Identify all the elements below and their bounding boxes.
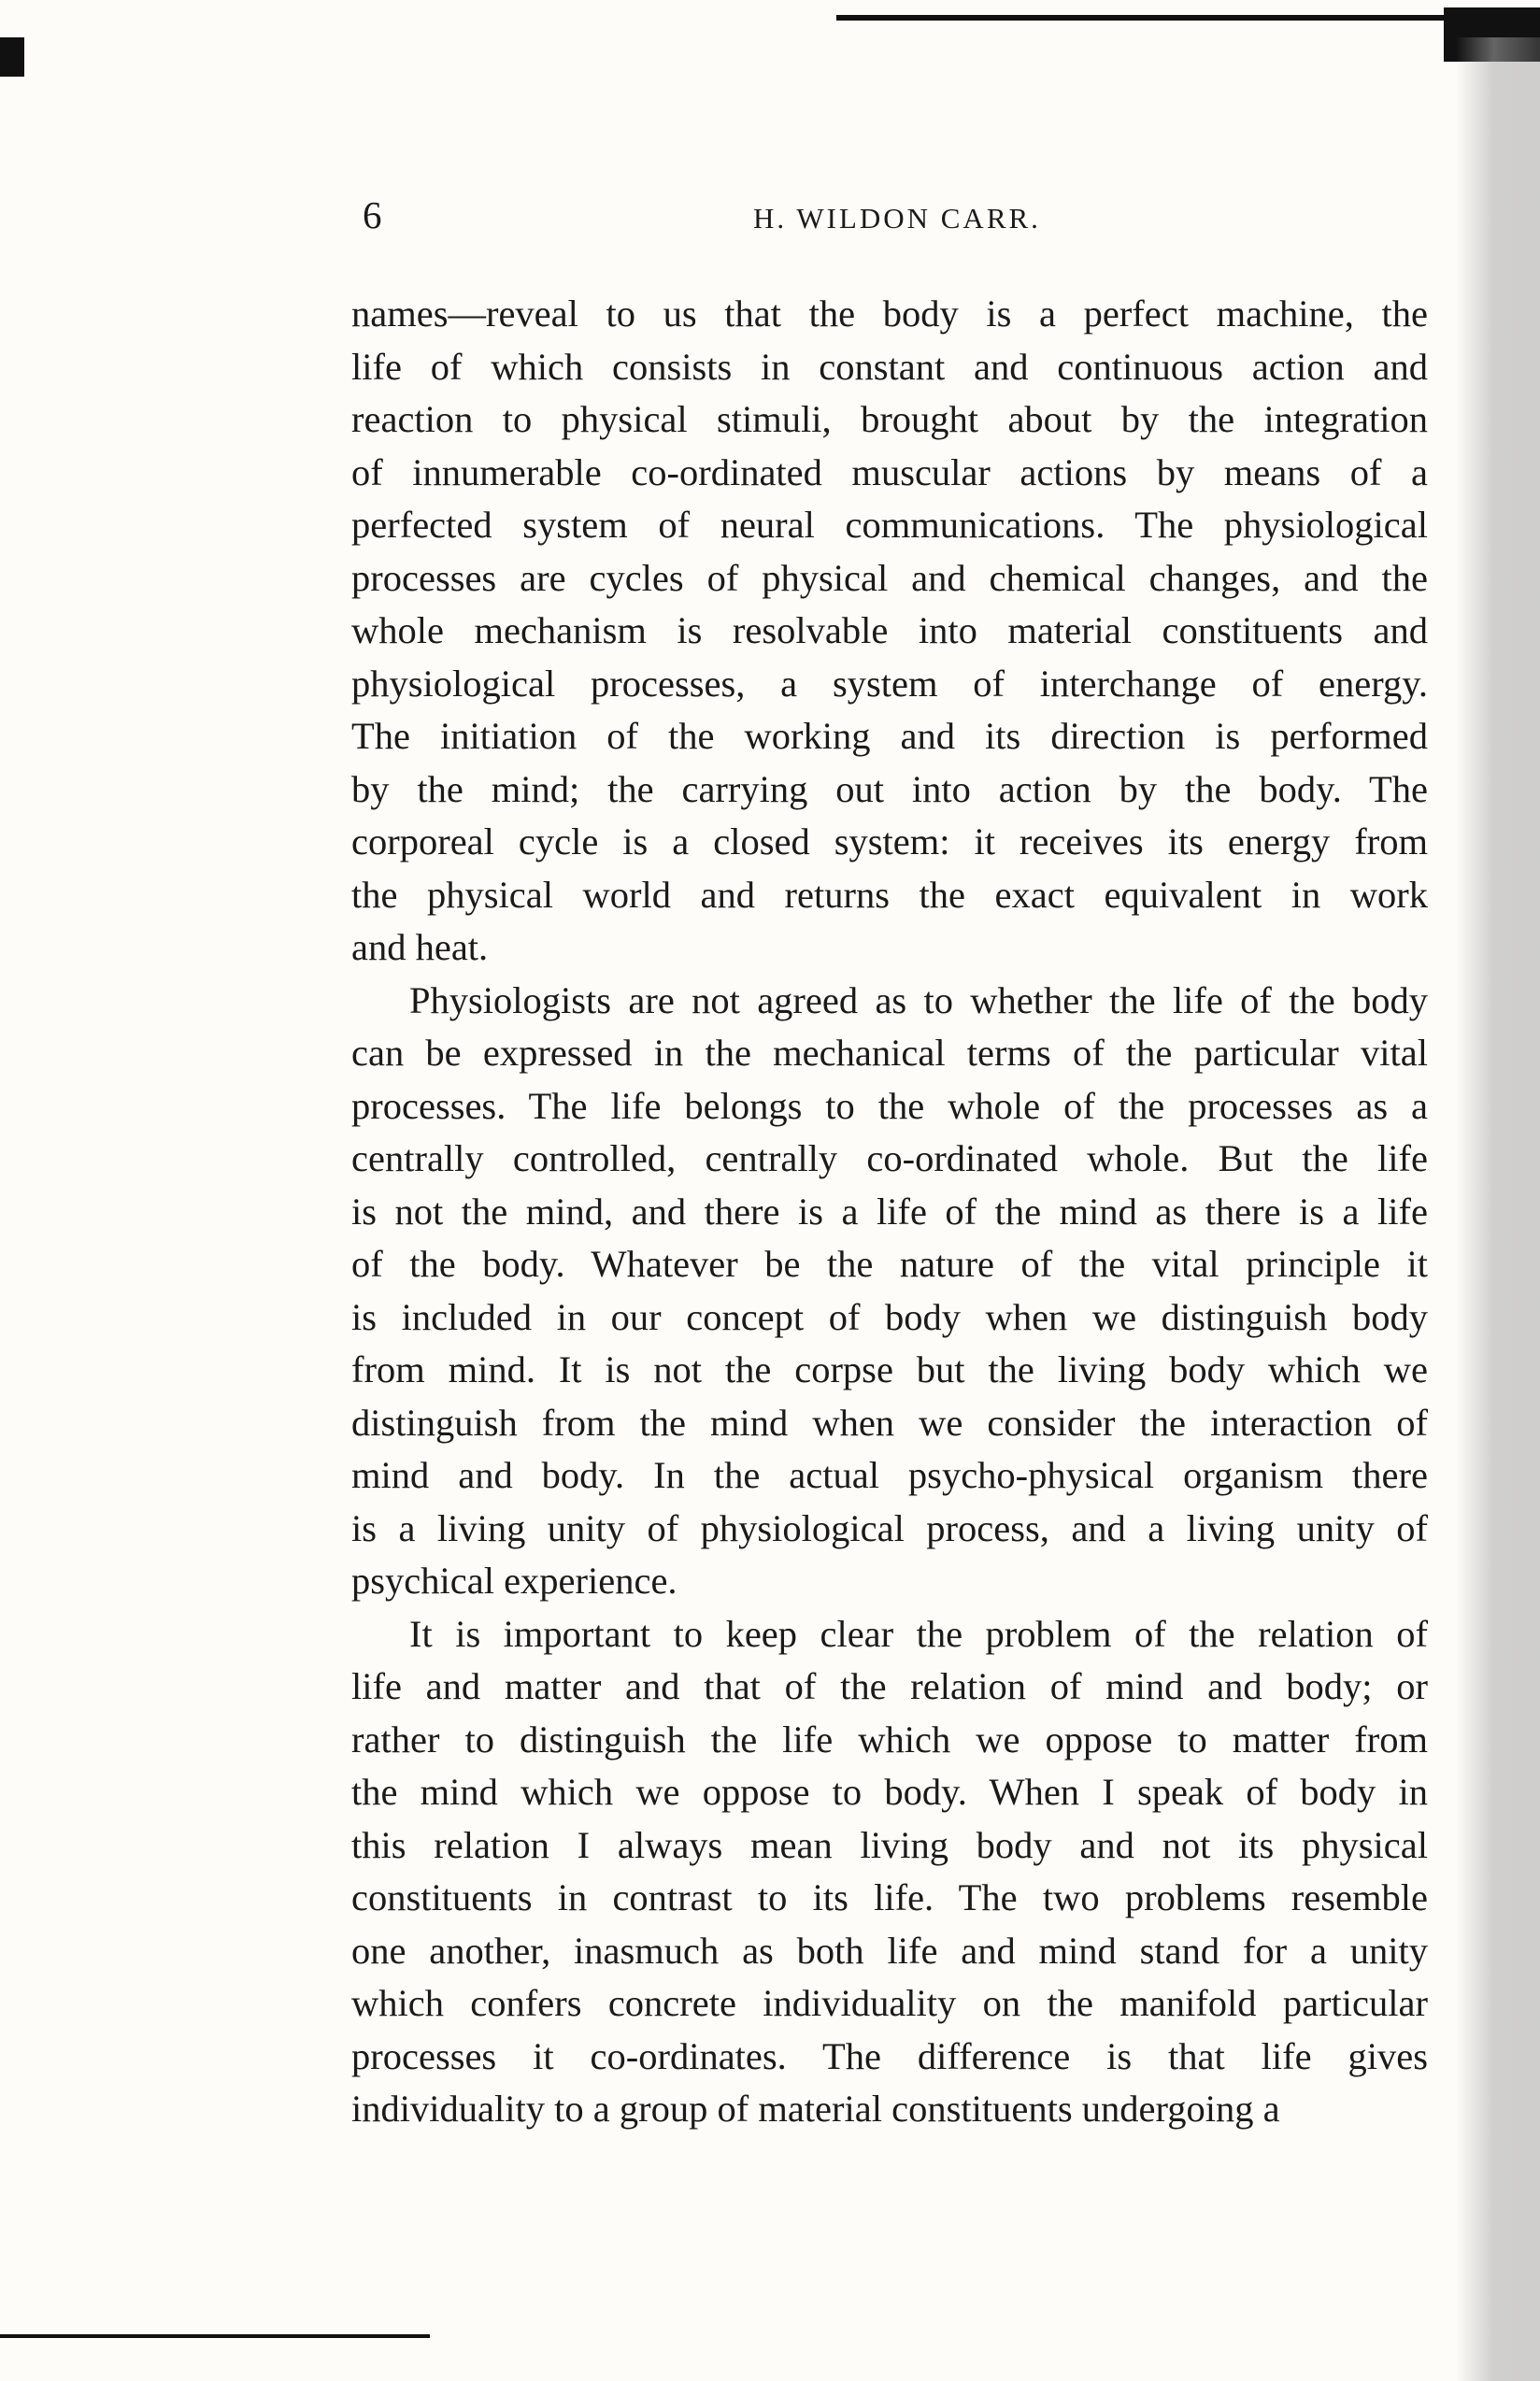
text-line: processes. The life belongs to the whole of the processes as a (351, 1084, 1428, 1127)
binding-gutter-shadow (1456, 37, 1540, 2381)
text-line: corporeal cycle is a closed system: it receives its energy from (351, 820, 1428, 863)
text-line: names—reveal to us that the body is a perfect machine, the (351, 292, 1428, 335)
text-line: mind and body. In the actual psycho-physical organism there (351, 1454, 1428, 1496)
text-line: psychical experience. (351, 1560, 677, 1602)
page-header (351, 192, 1426, 249)
text-line: The initiation of the working and its direction is performed (351, 715, 1428, 757)
body-text (351, 288, 1428, 2136)
text-line: physiological processes, a system of interchange of energy. (351, 662, 1428, 705)
text-line: and heat. (351, 926, 489, 968)
text-line: of innumerable co-ordinated muscular actions by means of a (351, 450, 1428, 493)
text-line: individuality to a group of material constituents undergoing a (351, 2088, 1280, 2130)
text-line: this relation I always mean living body and not its physical (351, 1823, 1428, 1866)
text-line: is included in our concept of body when we distinguish body (351, 1295, 1428, 1338)
text-line: rather to distinguish the life which we oppose to matter from (351, 1718, 1428, 1761)
paragraph (351, 1608, 1428, 2136)
scan-edge-mark (0, 37, 24, 77)
text-line: processes it co-ordinates. The difference is that life gives (351, 2034, 1428, 2077)
running-head: H. WILDON CARR. (753, 202, 1041, 235)
text-line: distinguish from the mind when we consider the interaction of (351, 1401, 1428, 1444)
text-line: one another, inasmuch as both life and mind stand for a unity (351, 1929, 1428, 1972)
text-line: from mind. It is not the corpse but the living body which we (351, 1348, 1428, 1390)
text-line: is not the mind, and there is a life of the mind as there is a life (351, 1190, 1428, 1233)
text-line: of the body. Whatever be the nature of the vital principle it (351, 1243, 1428, 1285)
scan-edge-rule (836, 15, 1444, 21)
text-line: reaction to physical stimuli, brought about by the integration (351, 398, 1428, 440)
text-line: the physical world and returns the exact equivalent in work (351, 873, 1428, 916)
text-line: life of which consists in constant and continuous action and (351, 345, 1428, 388)
text-line: can be expressed in the mechanical terms of the particular vital (351, 1032, 1428, 1074)
text-line: is a living unity of physiological process, and a living unity of (351, 1506, 1428, 1549)
text-line: It is important to keep clear the problem of the relation of (409, 1612, 1428, 1655)
text-line: perfected system of neural communications. The physiological (351, 504, 1428, 546)
text-line: centrally controlled, centrally co-ordinated whole. But the life (351, 1137, 1428, 1179)
text-line: whole mechanism is resolvable into material constituents and (351, 609, 1428, 651)
paragraph (351, 288, 1428, 975)
text-line: by the mind; the carrying out into action by the body. The (351, 767, 1428, 810)
text-line: Physiologists are not agreed as to whether the life of the body (409, 978, 1428, 1021)
text-line: which confers concrete individuality on the manifold particular (351, 1982, 1428, 2024)
text-line: the mind which we oppose to body. When I speak of body in (351, 1771, 1428, 1813)
text-line: processes are cycles of physical and chemical changes, and the (351, 556, 1428, 599)
text-line: life and matter and that of the relation of mind and body; or (351, 1665, 1428, 1707)
text-line: constituents in contrast to its life. The two problems resemble (351, 1876, 1428, 1918)
paragraph (351, 975, 1428, 1608)
scan-bottom-rule (0, 2334, 430, 2338)
page-number: 6 (363, 193, 382, 236)
